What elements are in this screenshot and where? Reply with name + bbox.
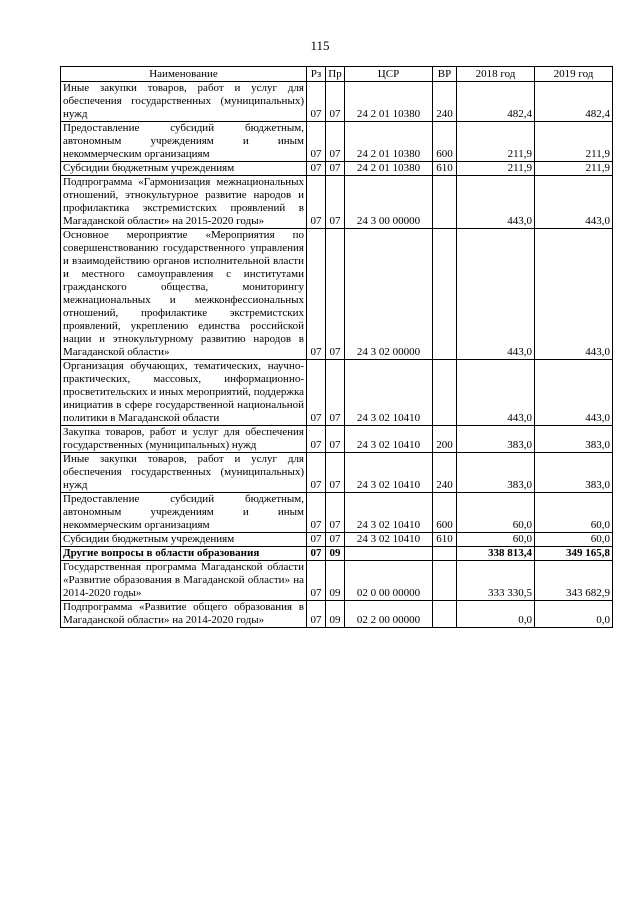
row-rz: 07 bbox=[307, 176, 326, 229]
row-value-2018: 338 813,4 bbox=[457, 547, 535, 561]
table-row bbox=[61, 82, 613, 122]
table-row bbox=[61, 547, 613, 561]
row-vr: 240 bbox=[433, 82, 457, 122]
row-pr: 07 bbox=[326, 533, 345, 547]
row-rz: 07 bbox=[307, 601, 326, 628]
row-value-2019: 343 682,9 bbox=[535, 561, 613, 601]
table-row bbox=[61, 533, 613, 547]
table-header-row bbox=[61, 67, 613, 82]
row-pr: 09 bbox=[326, 547, 345, 561]
table-row bbox=[61, 229, 613, 360]
row-rz: 07 bbox=[307, 561, 326, 601]
row-value-2018: 333 330,5 bbox=[457, 561, 535, 601]
row-name: Предоставление субсидий бюджетным, автономным учреждениям и иным некоммерческим организациям bbox=[61, 122, 307, 162]
row-pr: 07 bbox=[326, 426, 345, 453]
row-value-2018: 60,0 bbox=[457, 533, 535, 547]
row-vr: 610 bbox=[433, 533, 457, 547]
row-rz: 07 bbox=[307, 162, 326, 176]
row-rz: 07 bbox=[307, 533, 326, 547]
row-csr: 24 2 01 10380 bbox=[345, 82, 433, 122]
row-rz: 07 bbox=[307, 82, 326, 122]
row-value-2018: 383,0 bbox=[457, 426, 535, 453]
row-name: Подпрограмма «Гармонизация межнациональных отношений, этнокультурное развитие народов и профилактика экстремистских проявлений в Магаданской области» на 2015-2020 годы» bbox=[61, 176, 307, 229]
row-name: Субсидии бюджетным учреждениям bbox=[61, 162, 307, 176]
row-vr bbox=[433, 360, 457, 426]
budget-table bbox=[60, 66, 613, 628]
row-value-2019: 349 165,8 bbox=[535, 547, 613, 561]
row-csr: 24 3 02 10410 bbox=[345, 360, 433, 426]
row-value-2019: 443,0 bbox=[535, 176, 613, 229]
header-vr: ВР bbox=[433, 67, 457, 82]
row-rz: 07 bbox=[307, 453, 326, 493]
row-value-2019: 383,0 bbox=[535, 453, 613, 493]
header-name: Наименование bbox=[61, 67, 307, 82]
row-value-2019: 443,0 bbox=[535, 229, 613, 360]
row-value-2018: 443,0 bbox=[457, 176, 535, 229]
row-csr: 24 3 00 00000 bbox=[345, 176, 433, 229]
row-value-2019: 482,4 bbox=[535, 82, 613, 122]
row-vr bbox=[433, 601, 457, 628]
page-number: 115 bbox=[310, 38, 330, 53]
row-vr bbox=[433, 229, 457, 360]
table-row bbox=[61, 561, 613, 601]
row-name: Субсидии бюджетным учреждениям bbox=[61, 533, 307, 547]
row-value-2019: 443,0 bbox=[535, 360, 613, 426]
row-name: Другие вопросы в области образования bbox=[61, 547, 307, 561]
row-name: Основное мероприятие «Мероприятия по совершенствованию государственного управления и взаимодействию органов исполнительной власти и местного самоуправления с институтами гражданского общества, мониторингу межнациональных и межконфессиональных отношений, профилактике экстремистских проявлений, укреплению единства российской нации и этнокультурному развитию народов в Магаданской области» bbox=[61, 229, 307, 360]
row-vr bbox=[433, 547, 457, 561]
row-name: Предоставление субсидий бюджетным, автономным учреждениям и иным некоммерческим организациям bbox=[61, 493, 307, 533]
row-pr: 07 bbox=[326, 229, 345, 360]
row-vr bbox=[433, 176, 457, 229]
row-value-2018: 60,0 bbox=[457, 493, 535, 533]
row-pr: 07 bbox=[326, 122, 345, 162]
table-row bbox=[61, 162, 613, 176]
row-csr: 24 3 02 00000 bbox=[345, 229, 433, 360]
row-csr bbox=[345, 547, 433, 561]
row-pr: 09 bbox=[326, 561, 345, 601]
row-value-2018: 443,0 bbox=[457, 360, 535, 426]
row-csr: 24 3 02 10410 bbox=[345, 426, 433, 453]
row-rz: 07 bbox=[307, 229, 326, 360]
header-csr: ЦСР bbox=[345, 67, 433, 82]
row-name: Организация обучающих, тематических, научно-практических, массовых, информационно-просветительских и иных мероприятий, поддержка инициатив в сфере государственной национальной политики в Магаданской области bbox=[61, 360, 307, 426]
row-rz: 07 bbox=[307, 426, 326, 453]
row-rz: 07 bbox=[307, 360, 326, 426]
row-pr: 07 bbox=[326, 176, 345, 229]
header-2019: 2019 год bbox=[535, 67, 613, 82]
table-row bbox=[61, 493, 613, 533]
row-value-2019: 60,0 bbox=[535, 493, 613, 533]
header-rz: Рз bbox=[307, 67, 326, 82]
row-rz: 07 bbox=[307, 493, 326, 533]
row-rz: 07 bbox=[307, 122, 326, 162]
row-name: Подпрограмма «Развитие общего образования в Магаданской области» на 2014-2020 годы» bbox=[61, 601, 307, 628]
row-name: Иные закупки товаров, работ и услуг для обеспечения государственных (муниципальных) нужд bbox=[61, 453, 307, 493]
row-csr: 02 0 00 00000 bbox=[345, 561, 433, 601]
row-value-2018: 383,0 bbox=[457, 453, 535, 493]
row-csr: 24 3 02 10410 bbox=[345, 453, 433, 493]
row-value-2019: 383,0 bbox=[535, 426, 613, 453]
table-row bbox=[61, 360, 613, 426]
row-csr: 24 3 02 10410 bbox=[345, 533, 433, 547]
row-vr: 600 bbox=[433, 122, 457, 162]
row-pr: 07 bbox=[326, 453, 345, 493]
row-pr: 07 bbox=[326, 493, 345, 533]
table-row bbox=[61, 122, 613, 162]
row-rz: 07 bbox=[307, 547, 326, 561]
row-name: Закупка товаров, работ и услуг для обеспечения государственных (муниципальных) нужд bbox=[61, 426, 307, 453]
row-pr: 09 bbox=[326, 601, 345, 628]
row-vr: 610 bbox=[433, 162, 457, 176]
row-value-2019: 211,9 bbox=[535, 162, 613, 176]
table-row bbox=[61, 601, 613, 628]
row-pr: 07 bbox=[326, 360, 345, 426]
row-pr: 07 bbox=[326, 82, 345, 122]
header-pr: Пр bbox=[326, 67, 345, 82]
row-value-2018: 482,4 bbox=[457, 82, 535, 122]
row-value-2019: 0,0 bbox=[535, 601, 613, 628]
row-csr: 24 2 01 10380 bbox=[345, 162, 433, 176]
row-value-2018: 211,9 bbox=[457, 122, 535, 162]
table-row bbox=[61, 453, 613, 493]
header-2018: 2018 год bbox=[457, 67, 535, 82]
table-row bbox=[61, 176, 613, 229]
row-name: Иные закупки товаров, работ и услуг для обеспечения государственных (муниципальных) нужд bbox=[61, 82, 307, 122]
row-vr: 200 bbox=[433, 426, 457, 453]
row-pr: 07 bbox=[326, 162, 345, 176]
row-value-2018: 211,9 bbox=[457, 162, 535, 176]
row-vr bbox=[433, 561, 457, 601]
table-row bbox=[61, 426, 613, 453]
row-value-2018: 0,0 bbox=[457, 601, 535, 628]
row-vr: 600 bbox=[433, 493, 457, 533]
row-csr: 24 3 02 10410 bbox=[345, 493, 433, 533]
row-name: Государственная программа Магаданской области «Развитие образования в Магаданской области» на 2014-2020 годы» bbox=[61, 561, 307, 601]
row-csr: 02 2 00 00000 bbox=[345, 601, 433, 628]
row-csr: 24 2 01 10380 bbox=[345, 122, 433, 162]
row-value-2019: 60,0 bbox=[535, 533, 613, 547]
row-vr: 240 bbox=[433, 453, 457, 493]
row-value-2018: 443,0 bbox=[457, 229, 535, 360]
row-value-2019: 211,9 bbox=[535, 122, 613, 162]
